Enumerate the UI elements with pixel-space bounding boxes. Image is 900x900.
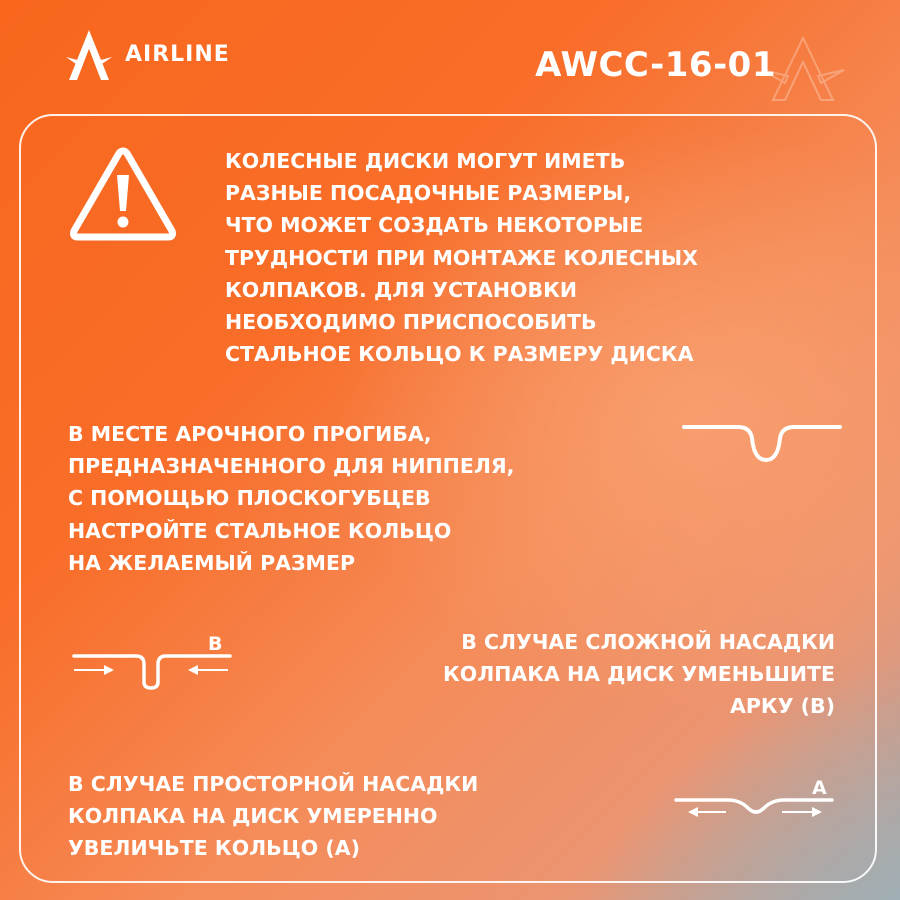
reduce-arch-diagram — [70, 632, 235, 692]
enlarge-ring-diagram — [672, 774, 837, 824]
warning-line: ЧТО МОЖЕТ СОЗДАТЬ НЕКОТОРЫЕ — [225, 213, 644, 238]
brand-logo — [63, 27, 230, 83]
warning-line: СТАЛЬНОЕ КОЛЬЦО К РАЗМЕРУ ДИСКА — [225, 342, 694, 367]
arrow-right-icon — [812, 807, 822, 817]
warning-line: РАЗНЫЕ ПОСАДОЧНЫЕ РАЗМЕРЫ, — [225, 181, 632, 206]
arrow-right-icon — [104, 665, 114, 675]
adjust-line: В МЕСТЕ АРОЧНОГО ПРОГИБА, — [68, 422, 432, 446]
label-a: A — [812, 777, 827, 799]
model-number: AWCC-16-01 — [535, 45, 776, 85]
warning-line: КОЛПАКОВ. ДЛЯ УСТАНОВКИ — [225, 277, 577, 302]
warning-line: НЕОБХОДИМО ПРИСПОСОБИТЬ — [225, 310, 597, 335]
adjust-line: С ПОМОЩЬЮ ПЛОСКОГУБЦЕВ — [68, 486, 431, 511]
enlarge-line: УВЕЛИЧЬТЕ КОЛЬЦО (А) — [68, 836, 360, 861]
enlarge-line: В СЛУЧАЕ ПРОСТОРНОЙ НАСАДКИ — [68, 772, 479, 796]
reduce-line: КОЛПАКА НА ДИСК УМЕНЬШИТЕ — [443, 662, 835, 687]
arrow-left-icon — [688, 807, 698, 817]
warning-triangle-icon — [68, 145, 178, 243]
adjust-line: ПРЕДНАЗНАЧЕННОГО ДЛЯ НИППЕЛЯ, — [68, 454, 515, 479]
reduce-line: В СЛУЧАЕ СЛОЖНОЙ НАСАДКИ — [461, 630, 835, 654]
warning-line: КОЛЕСНЫЕ ДИСКИ МОГУТ ИМЕТЬ — [225, 149, 626, 173]
adjust-ring-text — [68, 418, 514, 579]
enlarge-ring-text — [68, 768, 478, 865]
brand-name: AIRLINE — [125, 42, 230, 67]
warning-line: ТРУДНОСТИ ПРИ МОНТАЖЕ КОЛЕСНЫХ — [225, 245, 698, 270]
label-b: B — [208, 633, 223, 655]
adjust-line: НАСТРОЙТЕ СТАЛЬНОЕ КОЛЬЦО — [68, 518, 452, 543]
reduce-line: АРКУ (В) — [730, 694, 835, 719]
airline-logo-icon — [63, 27, 115, 83]
ring-arch-diagram — [680, 418, 845, 468]
arrow-left-icon — [188, 665, 198, 675]
reduce-arch-text — [443, 626, 835, 723]
adjust-line: НА ЖЕЛАЕМЫЙ РАЗМЕР — [68, 550, 355, 575]
warning-text — [225, 145, 698, 370]
enlarge-line: КОЛПАКА НА ДИСК УМЕРЕННО — [68, 804, 438, 829]
